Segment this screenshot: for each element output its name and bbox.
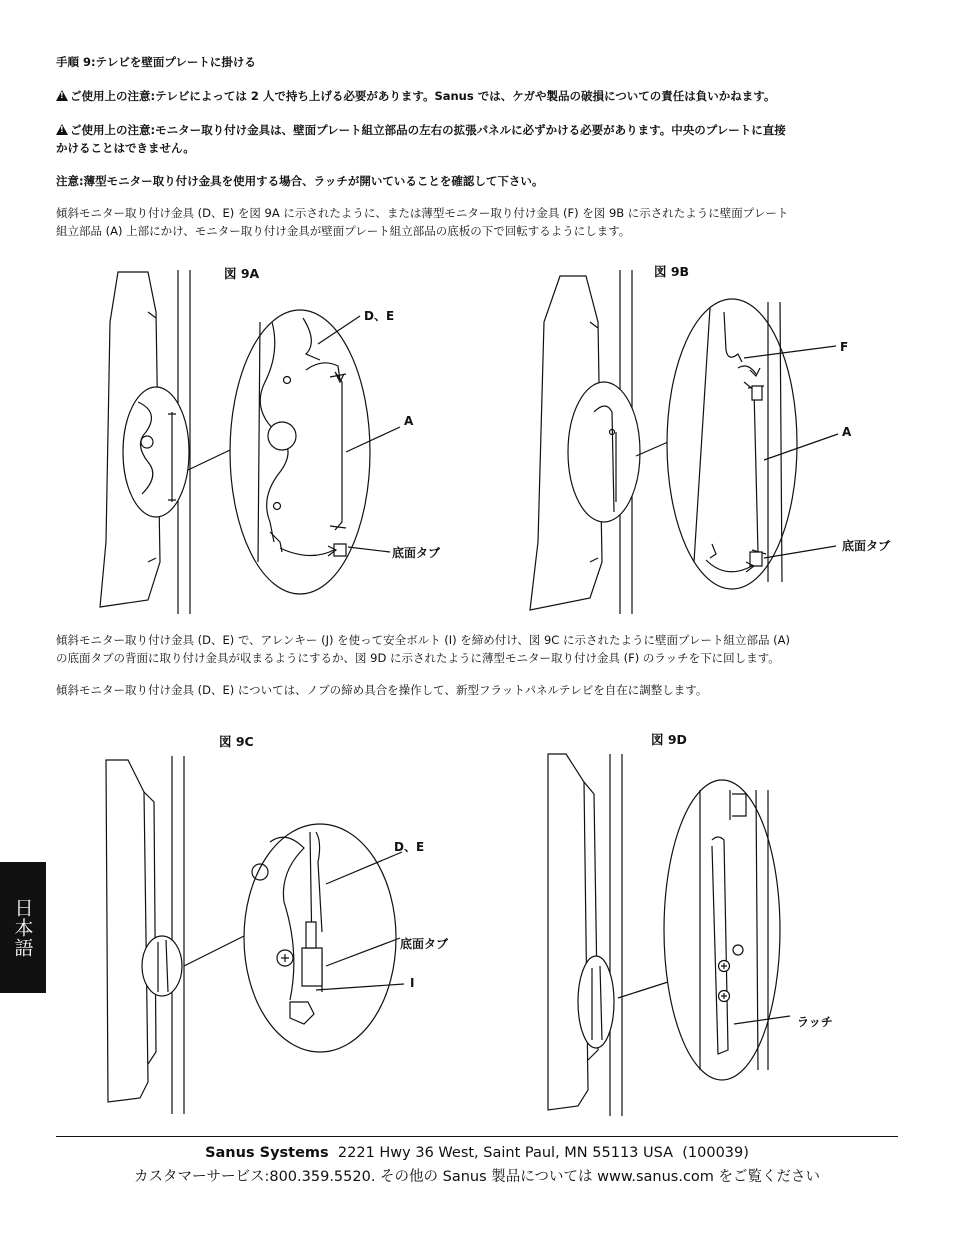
- figure-9b-label: 図 9B: [654, 264, 690, 279]
- company-address: 2221 Hwy 36 West, Saint Paul, MN 55113 USA: [337, 1145, 674, 1161]
- figure-9b: [520, 262, 860, 618]
- callout-bottom-tab: 底面タブ: [392, 546, 441, 560]
- footer-address-line: [56, 1145, 898, 1161]
- callout-a: A: [404, 414, 414, 428]
- warning-icon: [56, 90, 68, 101]
- callout-i: I: [410, 976, 415, 990]
- customer-service-line: カスタマーサービス:800.359.5520. その他の Sanus 製品については www.sanus.com をご覧ください: [133, 1169, 821, 1185]
- paragraph-2: 傾斜モニター取り付け金具 (D、E) で、アレンキー (J) を使って安全ボルト (I) を締め付け、図 9C に示されたように壁面プレート組立部品 (A) の底面タブの背面に取り付け金具が収まるようにするか、図 9D に示されたように薄型モニター取り付け金具 (F) のラッチを下に回します。: [56, 633, 791, 665]
- figure-9d: [540, 750, 830, 1120]
- figure-9a-label: 図 9A: [224, 266, 260, 281]
- warning-icon: [56, 124, 68, 135]
- language-tab: 日本語: [0, 862, 46, 993]
- callout-f: F: [840, 340, 849, 354]
- figure-9c: [100, 752, 420, 1118]
- callout-de: D、E: [364, 309, 395, 323]
- step-title: 手順 9:テレビを壁面プレートに掛ける: [56, 55, 256, 69]
- company-name: Sanus Systems: [205, 1145, 329, 1161]
- callout-latch: ラッチ: [797, 1015, 833, 1029]
- footer-divider: [56, 1136, 898, 1137]
- document-code: (100039): [682, 1145, 749, 1161]
- paragraph-1: 傾斜モニター取り付け金具 (D、E) を図 9A に示されたように、または薄型モニター取り付け金具 (F) を図 9B に示されたように壁面プレート 組立部品 (A) 上部にかけ、モニター取り付け金具が壁面プレート組立部品の底板の下で回転するようにします。: [56, 206, 789, 238]
- caution-2: !ご使用上の注意:モニター取り付け金具は、壁面プレート組立部品の左右の拡張パネルに必ずかける必要があります。中央のプレートに直接 かけることはできません。: [56, 121, 786, 157]
- callout-de: D、E: [394, 840, 425, 854]
- callout-bottom-tab: 底面タブ: [842, 539, 891, 553]
- figure-9d-label: 図 9D: [651, 732, 687, 747]
- note: 注意:薄型モニター取り付け金具を使用する場合、ラッチが開いていることを確認して下さい。: [56, 174, 544, 188]
- callout-a: A: [842, 425, 852, 439]
- callout-bottom-tab: 底面タブ: [400, 937, 449, 951]
- paragraph-3: 傾斜モニター取り付け金具 (D、E) については、ノブの締め具合を操作して、新型フラットパネルテレビを自在に調整します。: [56, 683, 708, 697]
- caution-1: !ご使用上の注意:テレビによっては 2 人で持ち上げる必要があります。Sanus では、ケガや製品の破損についての責任は負いかねます。: [56, 87, 775, 105]
- figure-9c-label: 図 9C: [219, 734, 254, 749]
